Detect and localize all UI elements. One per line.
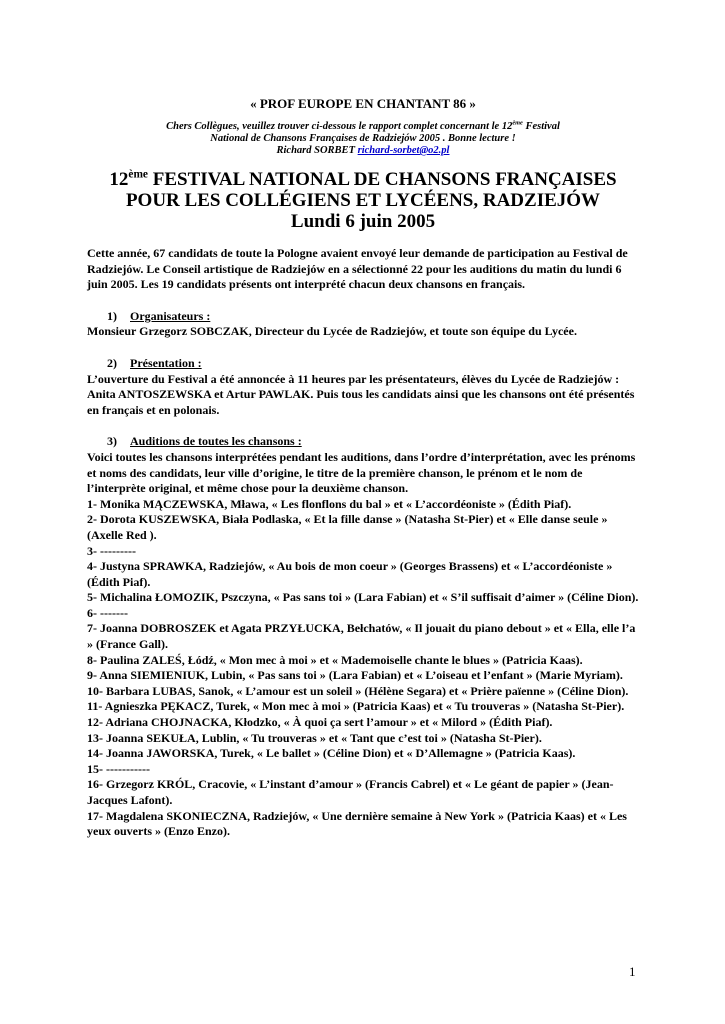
list-item: 6- ------- — [87, 605, 128, 620]
section-heading-auditions — [87, 434, 639, 450]
document-title — [87, 169, 639, 232]
section-text-organisateurs: Monsieur Grzegorz SOBCZAK, Directeur du Lycée de Radziejów, et toute son équipe du Lycée. — [87, 324, 577, 339]
section-label: Présentation : — [130, 355, 202, 370]
document-page — [87, 96, 639, 840]
section-label: Auditions de toutes les chansons : — [130, 434, 302, 449]
list-item: 14- Joanna JAWORSKA, Turek, « Le ballet » (Céline Dion) et « D’Allemagne » (Patricia Kaas). — [87, 746, 576, 761]
title-line-2: POUR LES COLLÉGIENS ET LYCÉENS, RADZIEJÓW — [125, 190, 601, 211]
intro-line-1-text: Chers Collègues, veuillez trouver ci-dessous le rapport complet concernant le 12 — [166, 121, 513, 132]
list-item: 16- Grzegorz KRÓL, Cracovie, « L’instant d’amour » (Francis Cabrel) et « Le géant de papier » (Jean-Jacques Lafont). — [87, 777, 614, 807]
list-item: 17- Magdalena SKONIECZNA, Radziejów, « Une dernière semaine à New York » (Patricia Kaas) et « Les yeux ouverts » (Enzo Enzo). — [87, 808, 627, 839]
list-item: 9- Anna SIEMIENIUK, Lubin, « Pas sans toi » (Lara Fabian) et « L’oiseau et l’enfant » (Marie Myriam). — [87, 668, 623, 683]
title-line-1-text: FESTIVAL NATIONAL DE CHANSONS FRANÇAISES — [148, 169, 617, 190]
list-item: 13- Joanna SEKUŁA, Lublin, « Tu trouveras » et « Tant que c’est toi » (Natasha St-Pier). — [87, 730, 542, 745]
list-item: 3- --------- — [87, 543, 136, 558]
banner-heading: « PROF EUROPE EN CHANTANT 86 » — [250, 96, 476, 111]
intro-line-2: National de Chansons Françaises de Radziejów 2005 . Bonne lecture ! — [210, 133, 516, 144]
intro-note — [87, 121, 639, 157]
intro-line-1 — [87, 121, 639, 133]
section-heading-presentation — [87, 356, 639, 372]
title-superscript: ème — [128, 168, 148, 181]
intro-superscript: ème — [512, 119, 523, 127]
section-number: 2) — [107, 355, 117, 370]
intro-paragraph: Cette année, 67 candidats de toute la Pologne avaient envoyé leur demande de participation au Festival de Radziejów. Le Conseil artistique de Radziejów en a sélectionné 22 pour les auditions du matin du lundi 6 juin 2005. Les 19 candidats présents ont interprété chacun deux chansons en français. — [87, 246, 628, 292]
list-item: 7- Joanna DOBROSZEK et Agata PRZYŁUCKA, Bełchatów, « Il jouait du piano debout » et « Ella, elle l’a » (France Gall). — [87, 621, 636, 652]
signature-name: Richard SORBET — [276, 145, 358, 156]
page-number: 1 — [629, 964, 636, 979]
title-number: 12 — [109, 169, 129, 190]
section-heading-organisateurs — [87, 309, 639, 325]
list-item: 8- Paulina ZALEŚ, Łódź, « Mon mec à moi » et « Mademoiselle chante le blues » (Patricia Kaas). — [87, 652, 583, 667]
list-item: 10- Barbara LUBAS, Sanok, « L’amour est un soleil » (Hélène Segara) et « Prière païenne » (Céline Dion). — [87, 683, 629, 698]
title-line-1 — [87, 169, 639, 190]
list-item: 4- Justyna SPRAWKA, Radziejów, « Au bois de mon coeur » (Georges Brassens) et « L’accordéoniste » (Édith Piaf). — [87, 559, 613, 589]
list-item: 15- ----------- — [87, 761, 150, 776]
list-item: 12- Adriana CHOJNACKA, Kłodzko, « À quoi ça sert l’amour » et « Milord » (Édith Piaf). — [87, 715, 553, 730]
section-label: Organisateurs : — [130, 308, 211, 323]
section-text-auditions: Voici toutes les chansons interprétées pendant les auditions, dans l’ordre d’interprétation, avec les prénoms et noms des candidats, leur ville d’origine, le titre de la première chanson, le prénom et le nom de l’interprète original, et même chose pour la deuxième chanson. — [87, 449, 636, 496]
email-link[interactable]: richard-sorbet@o2.pl — [357, 145, 450, 156]
intro-line-1-end: Festival — [522, 121, 560, 132]
list-item: 2- Dorota KUSZEWSKA, Biała Podlaska, « Et la fille danse » (Natasha St-Pier) et « Elle danse seule » (Axelle Red ). — [87, 512, 608, 542]
title-date: Lundi 6 juin 2005 — [290, 211, 436, 232]
song-list — [87, 497, 639, 840]
section-number: 3) — [107, 434, 117, 449]
section-number: 1) — [107, 308, 117, 323]
signature — [87, 145, 639, 157]
list-item: 11- Agnieszka PĘKACZ, Turek, « Mon mec à moi » (Patricia Kaas) et « Tu trouveras » (Natasha St-Pier). — [87, 699, 625, 714]
list-item: 5- Michalina ŁOMOZIK, Pszczyna, « Pas sans toi » (Lara Fabian) et « S’il suffisait d’aimer » (Céline Dion). — [87, 590, 639, 605]
list-item: 1- Monika MĄCZEWSKA, Mława, « Les flonflons du bal » et « L’accordéoniste » (Édith Piaf). — [87, 496, 572, 511]
section-text-presentation: L’ouverture du Festival a été annoncée à 11 heures par les présentateurs, élèves du Lycée de Radziejów : Anita ANTOSZEWSKA et Artur PAWLAK. Puis tous les candidats ainsi que les chansons ont été présentés en français et en polonais. — [87, 371, 635, 417]
